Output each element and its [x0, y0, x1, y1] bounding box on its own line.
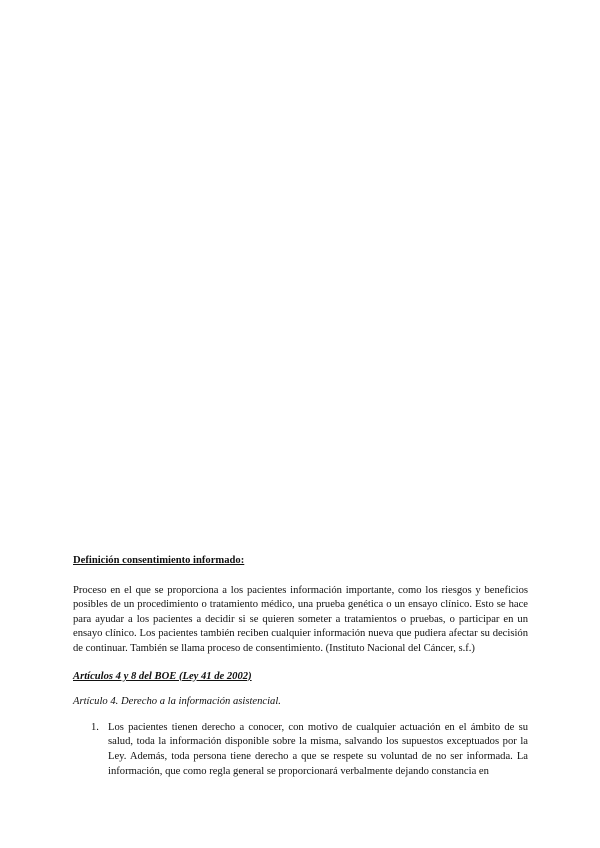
spacer: [73, 684, 528, 695]
spacer: [73, 657, 528, 670]
definition-paragraph: Proceso en el que se proporciona a los pacientes información importante, como los riesgos y beneficios posibles de un procedimiento o tratamiento médico, una prueba genética o un ensayo clínico. Esto se hace para ayudar a los pacientes a decidir si se quieren someter a tratamientos o pruebas, o participar en un ensayo clínico. Los pacientes también reciben cualquier información nueva que pudiera afectar su decisión de continuar. También se llama proceso de consentimiento. (Instituto Nacional del Cáncer, s.f.): [73, 584, 528, 654]
definition-heading: Definición consentimiento informado:: [73, 555, 245, 566]
spacer: [73, 569, 528, 584]
article-4-title: Artículo 4. Derecho a la información asistencial.: [73, 696, 281, 708]
boe-heading: Artículos 4 y 8 del BOE (Ley 41 de 2002): [73, 670, 252, 682]
list-item: [73, 721, 528, 779]
list-item-text: Los pacientes tienen derecho a conocer, con motivo de cualquier actuación en el ámbito de su salud, toda la información disponible sobre la misma, salvando los supuestos exceptuados por la Ley. Además, toda persona tiene derecho a que se respete su voluntad de no ser informada. La información, que como regla general se proporcionará verbalmente dejando constancia en: [108, 721, 528, 777]
document-content: [73, 554, 528, 779]
spacer: [73, 710, 528, 721]
article-4-list: [73, 721, 528, 779]
list-item-number: 1.: [91, 721, 99, 733]
